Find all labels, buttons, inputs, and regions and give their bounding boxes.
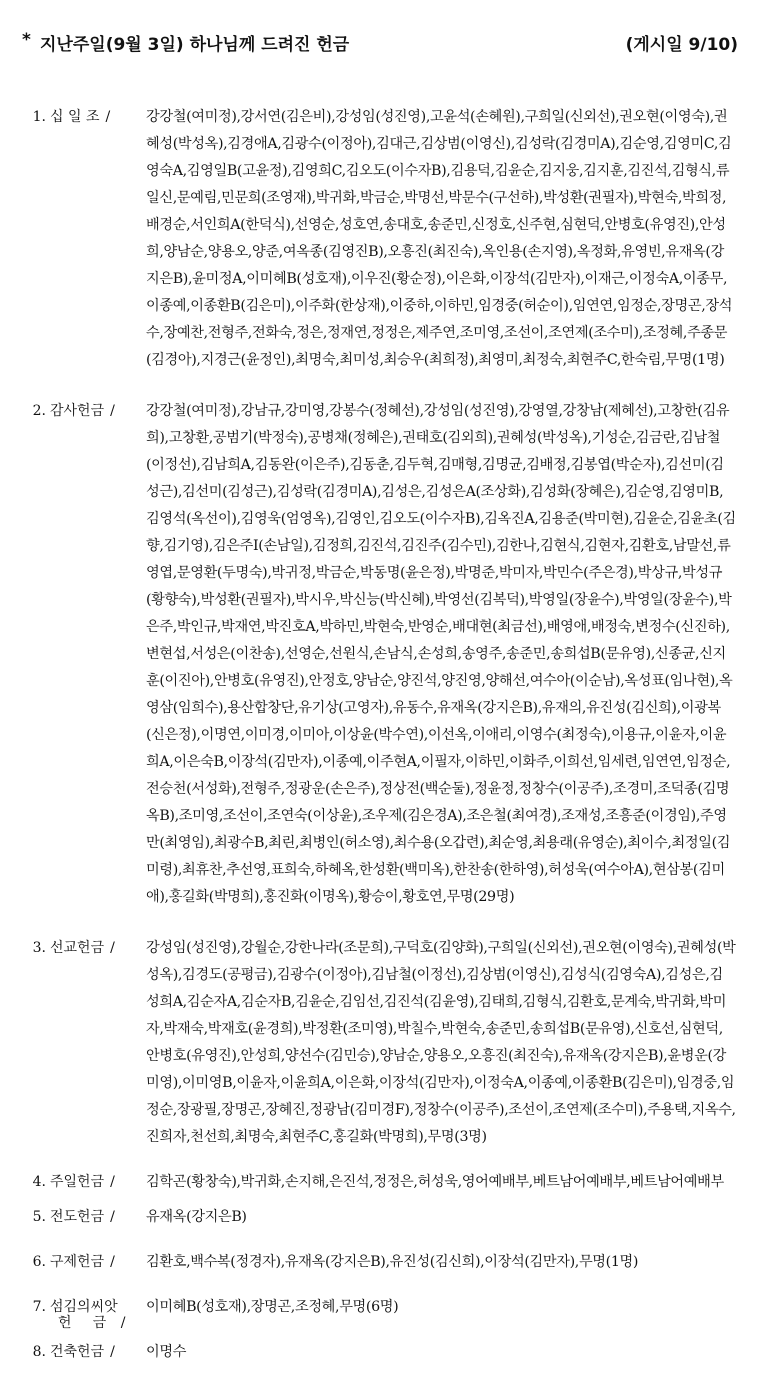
donor-list: 김환호,백수복(정경자),유재옥(강지은B),유진성(김신희),이장석(김만자),무명(1명) bbox=[146, 1254, 639, 1270]
offering-list bbox=[24, 104, 736, 1366]
offering-number: 3. bbox=[32, 940, 46, 956]
offering-number: 1. bbox=[32, 109, 46, 125]
offering-name: 감사헌금 bbox=[50, 403, 105, 419]
offering-relief bbox=[24, 1249, 736, 1276]
donor-list: 김학곤(황창숙),박귀화,손지해,은진석,정정은,허성욱,영어예배부,베트남어예배부,베트남어예배부 bbox=[146, 1174, 724, 1190]
offering-label bbox=[24, 935, 146, 962]
offering-name: 섬김의씨앗 bbox=[50, 1299, 118, 1315]
offering-name: 구제헌금 bbox=[50, 1254, 105, 1270]
offering-name-line2: 헌 금 / bbox=[58, 1315, 126, 1331]
page-title: 지난주일(9월 3일) 하나님께 드려진 헌금 bbox=[40, 35, 350, 55]
offering-building bbox=[24, 1339, 736, 1366]
donor-list: 강강철(여미정),강남규,강미영,강봉수(정혜선),강성임(성진영),강영열,강창남(제혜선),고창한(김유희),고창환,공범기(박정숙),공병채(정혜은),권태호(김외희),권혜성(박성옥),기성순,김금란,김남철(이정선),김남희A,김동완(이은주),김동춘,김두혁,김매형,김명균,김배정,김봉엽(박순자),김선미(김성근),김선미(김성근),김성락(김경미A),김성은,김성은A(조상화),김성화(장혜은),김순영,김영미B,김영석(옥선이),김영욱(엄영옥),김영인,김오도(이수자B),김옥진A,김용준(박미현),김윤순,김윤초(김향,김기영),김은주I(손남일),김정희,김진석,김진주(김수민),김한나,김현식,김현자,김환호,남말선,류영엽,문영환(두명숙),박귀정,박금순,박동명(윤은정),박명준,박미자,박민수(주은경),박상규,박성규(황향숙),박성환(권필자),박시우,박신능(박신혜),박영선(김복덕),박영일(장윤수),박영일(장윤수),박은주,박인규,박재연,박진호A,박하민,박현숙,반영순,배대현(최금선),배영애,배정숙,변정수(신진하),변현섭,서성은(이찬송),선영순,선원식,손남식,손성희,송영주,송준민,송희섭B(문유영),신종균,신지훈(이진아),안병호(유영진),안정호,양남순,양진석,양진영,양해선,여수아(이순남),옥성표(임나현),옥영삼(임희수),용산합창단,유기상(고영자),유동수,유재옥(강지은B),유재의,유진성(김신희),이광복(신은정),이명연,이미경,이미아,이상윤(박수연),이선옥,이애리,이영수(최정숙),이용규,이윤자,이윤희A,이은숙B,이장석(김만자),이종예,이주현A,이필자,이하민,이화주,이희선,임세련,임연연,임정순,전승천(서성화),전형주,정광운(손은주),정상전(백순둘),정윤정,정창수(이공주),조경미,조덕종(김명옥B),조미영,조선이,조연숙(이상윤),조우제(김은경A),조은철(최여경),조재성,조흥준(이경임),주영만(최영임),최광수B,최린,최병인(허소영),최수용(오갑련),최순영,최용래(유영순),최이수,최정일(김미령),최휴찬,추선영,표희숙,하혜옥,한성환(백미옥),한찬송(한하영),허성욱(여수아A),현삼봉(김미애),홍길화(박명희),홍진화(이명옥),황승이,황호연,무명(29명) bbox=[146, 403, 736, 905]
offering-label bbox=[24, 1249, 146, 1276]
separator: / bbox=[110, 1174, 115, 1190]
offering-thanksgiving bbox=[24, 398, 736, 911]
donor-list: 강성임(성진영),강월순,강한나라(조문희),구덕호(김양화),구희일(신외선),권오현(이영숙),권혜성(박성옥),김경도(공평금),김광수(이정아),김남철(이정선),김상범(이영신),김성식(김영숙A),김성은,김성희A,김순자A,김순자B,김윤순,김임선,김진석(김윤영),김태희,김형식,김환호,문계숙,박귀화,박미자,박재숙,박재호(윤경희),박정환(조미영),박칠수,박현숙,송준민,송희섭B(문유영),신호선,심현덕,안병호(유영진),안성희,양선수(김민승),양남순,양용오,오흥진(최진숙),유재옥(강지은B),윤병운(강미영),이미영B,이윤자,이윤희A,이은화,이장석(김만자),이정숙A,이종예,이종환B(김은미),임경중,임정순,장광필,장명곤,장혜진,정광남(김미경F),정창수(이공주),조선이,조연제(조수미),주용택,지옥수,진희자,천선희,최명숙,최현주C,홍길화(박명희),무명(3명) bbox=[146, 940, 736, 1145]
offering-evangelism bbox=[24, 1204, 736, 1231]
offering-number: 5. bbox=[32, 1209, 46, 1225]
offering-service-seed bbox=[24, 1294, 736, 1331]
offering-name: 주일헌금 bbox=[50, 1174, 105, 1190]
offering-number: 6. bbox=[32, 1254, 46, 1270]
offering-mission bbox=[24, 935, 736, 1151]
separator: / bbox=[110, 1209, 115, 1225]
donor-list: 이명수 bbox=[146, 1344, 187, 1360]
separator: / bbox=[110, 403, 115, 419]
offering-name: 건축헌금 bbox=[50, 1344, 105, 1360]
offering-label bbox=[24, 1294, 146, 1331]
offering-number: 8. bbox=[32, 1344, 46, 1360]
offering-number: 2. bbox=[32, 403, 46, 419]
donor-list: 이미혜B(성호재),장명곤,조정혜,무명(6명) bbox=[146, 1299, 399, 1315]
separator: / bbox=[110, 940, 115, 956]
announcement-header bbox=[22, 0, 738, 74]
separator: / bbox=[105, 109, 111, 125]
offering-label bbox=[24, 398, 146, 425]
offering-label bbox=[24, 1169, 146, 1196]
offering-label bbox=[24, 1204, 146, 1231]
separator: / bbox=[120, 1315, 126, 1331]
bullet-star-icon: * bbox=[22, 30, 31, 50]
offering-label bbox=[24, 1339, 146, 1366]
donor-list: 강강철(여미정),강서연(김은비),강성임(성진영),고윤석(손혜원),구희일(신외선),권오현(이영숙),권혜성(박성옥),김경애A,김광수(이정아),김대근,김상범(이영신),김성락(김경미A),김순영,김영미C,김영숙A,김영일B(고윤정),김영희C,김오도(이수자B),김용덕,김윤순,김지웅,김지훈,김진석,김형식,류일신,문예림,민문희(조영재),박귀화,박금순,박명선,박문수(구선하),박성환(권필자),박현숙,박희정,배경순,서인희A(한덕식),선영순,성호연,송대호,송준민,신정호,신주현,심현덕,안병호(유영진),안성희,양남순,양용오,양준,여옥종(김영진B),오흥진(최진숙),옥인용(손지영),옥정화,유영빈,유재옥(강지은B),윤미정A,이미혜B(성호재),이우진(황순정),이은화,이장석(김만자),이재근,이정숙A,이종무,이종예,이종환B(김은미),이주화(한상재),이중하,이하민,임경중(허순이),임연연,임정순,장명곤,장석수,장예찬,전형주,전화숙,정은,정재연,정정은,제주연,조미영,조선이,조연제(조수미),조정혜,주종문(김경아),지경근(윤정인),최명숙,최미성,최승우(최희정),최영미,최정숙,최현주C,한숙림,무명(1명) bbox=[146, 109, 733, 368]
offering-label bbox=[24, 104, 146, 131]
offering-tithe bbox=[24, 104, 736, 374]
separator: / bbox=[110, 1254, 115, 1270]
donor-list: 유재옥(강지은B) bbox=[146, 1209, 247, 1225]
posted-date: (게시일 9/10) bbox=[625, 35, 738, 55]
offering-name: 전도헌금 bbox=[50, 1209, 105, 1225]
offering-name: 십 일 조 bbox=[50, 109, 100, 125]
offering-number: 7. bbox=[32, 1299, 46, 1315]
offering-sunday bbox=[24, 1169, 736, 1196]
offering-number: 4. bbox=[32, 1174, 46, 1190]
offering-name: 선교헌금 bbox=[50, 940, 105, 956]
separator: / bbox=[110, 1344, 115, 1360]
